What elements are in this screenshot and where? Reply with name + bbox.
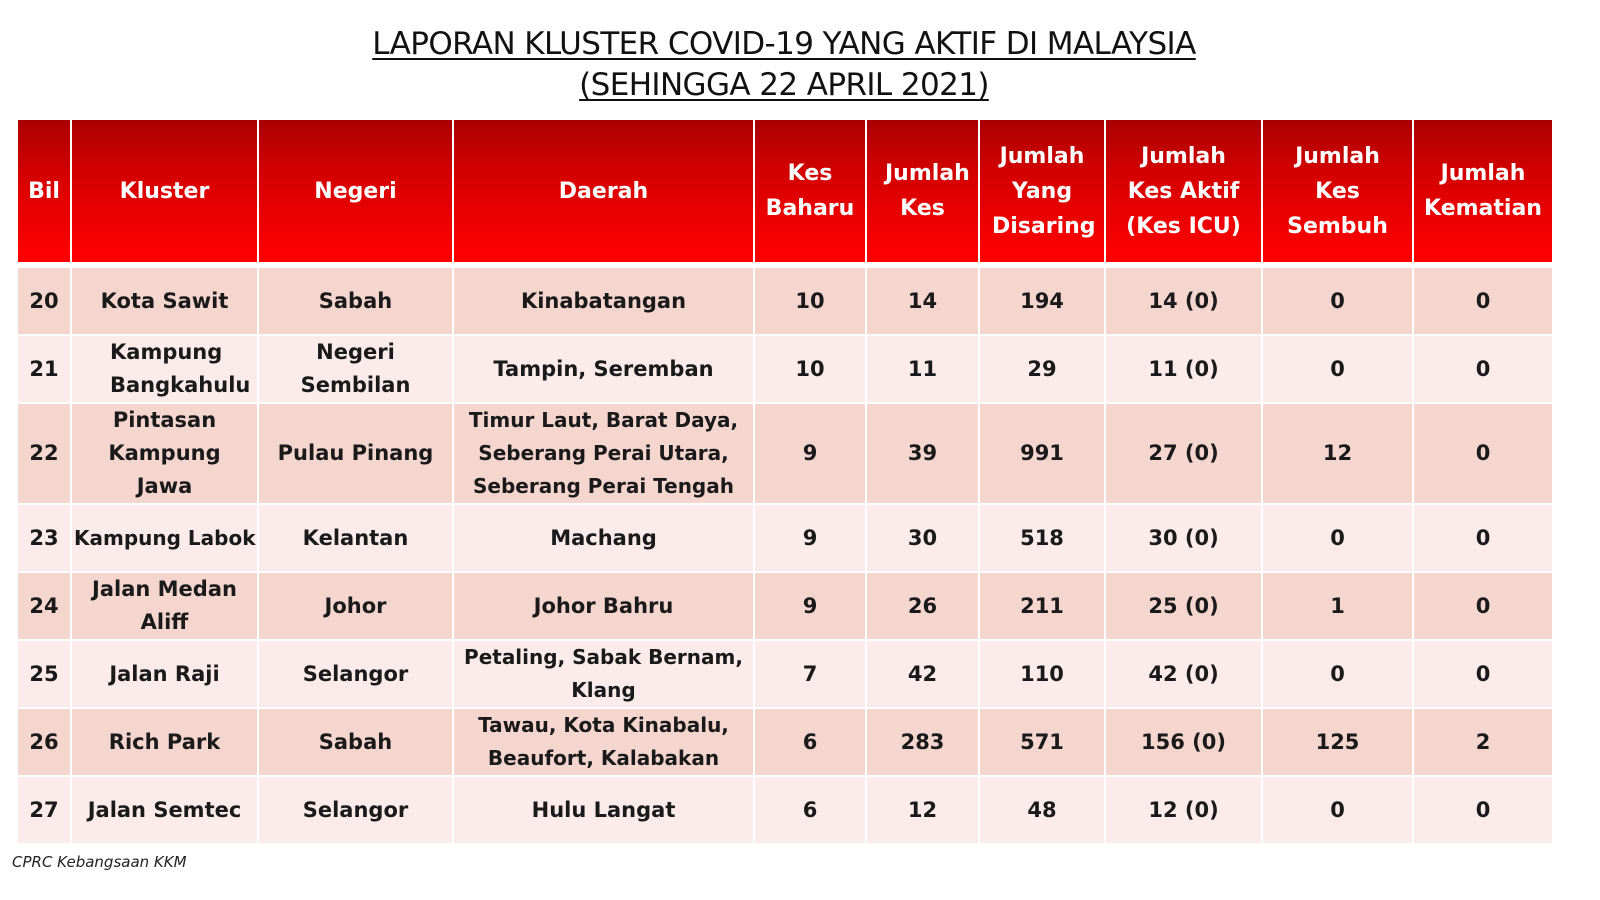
cell-disaring: 518 <box>979 504 1105 572</box>
cell-kes-aktif: 30 (0) <box>1105 504 1262 572</box>
cell-negeri: Kelantan <box>258 504 453 572</box>
cell-kes-aktif: 12 (0) <box>1105 776 1262 844</box>
cell-bil: 25 <box>17 640 71 708</box>
table-row <box>17 265 1553 335</box>
cell-kes-baharu: 9 <box>754 572 866 640</box>
cell-jumlah-kes: 14 <box>866 265 979 335</box>
cell-kes-sembuh: 0 <box>1262 265 1413 335</box>
cell-kes-sembuh: 125 <box>1262 708 1413 776</box>
cell-negeri: Sabah <box>258 265 453 335</box>
report-date: (SEHINGGA 22 APRIL 2021) <box>579 67 989 103</box>
report-title: LAPORAN KLUSTER COVID-19 YANG AKTIF DI MALAYSIA <box>372 26 1196 62</box>
header-bil: Bil <box>17 119 71 265</box>
cell-kematian: 0 <box>1413 640 1553 708</box>
cell-kes-aktif: 27 (0) <box>1105 403 1262 504</box>
cell-bil: 24 <box>17 572 71 640</box>
cell-kes-baharu: 9 <box>754 504 866 572</box>
header-jumlah-kes: Jumlah Kes <box>866 119 979 265</box>
cell-kematian: 0 <box>1413 572 1553 640</box>
cell-kes-aktif: 156 (0) <box>1105 708 1262 776</box>
table-row <box>17 776 1553 844</box>
cell-disaring: 571 <box>979 708 1105 776</box>
cell-kluster: Kampung Bangkahulu <box>71 335 258 403</box>
source-footer: CPRC Kebangsaan KKM <box>12 853 187 871</box>
table-row <box>17 572 1553 640</box>
cluster-table <box>16 118 1554 845</box>
cell-kematian: 0 <box>1413 403 1553 504</box>
cell-bil: 20 <box>17 265 71 335</box>
cell-negeri: Pulau Pinang <box>258 403 453 504</box>
cell-disaring: 110 <box>979 640 1105 708</box>
cell-daerah: Petaling, Sabak Bernam, Klang <box>453 640 754 708</box>
cell-kluster: Jalan Raji <box>71 640 258 708</box>
cell-kematian: 0 <box>1413 265 1553 335</box>
cell-kes-sembuh: 12 <box>1262 403 1413 504</box>
cell-kluster: Rich Park <box>71 708 258 776</box>
cell-kluster: Kota Sawit <box>71 265 258 335</box>
cell-disaring: 211 <box>979 572 1105 640</box>
header-daerah: Daerah <box>453 119 754 265</box>
cell-disaring: 991 <box>979 403 1105 504</box>
cell-daerah: Kinabatangan <box>453 265 754 335</box>
cell-daerah: Timur Laut, Barat Daya, Seberang Perai Utara, Seberang Perai Tengah <box>453 403 754 504</box>
cell-kes-baharu: 6 <box>754 708 866 776</box>
cell-disaring: 48 <box>979 776 1105 844</box>
cell-kes-aktif: 42 (0) <box>1105 640 1262 708</box>
header-kes-sembuh: Jumlah Kes Sembuh <box>1262 119 1413 265</box>
cell-jumlah-kes: 39 <box>866 403 979 504</box>
cell-jumlah-kes: 283 <box>866 708 979 776</box>
cell-daerah: Tawau, Kota Kinabalu, Beaufort, Kalabakan <box>453 708 754 776</box>
cell-negeri: Johor <box>258 572 453 640</box>
cell-kematian: 2 <box>1413 708 1553 776</box>
cell-kes-aktif: 14 (0) <box>1105 265 1262 335</box>
table-row <box>17 504 1553 572</box>
table-row <box>17 708 1553 776</box>
cell-negeri: Negeri Sembilan <box>258 335 453 403</box>
cell-bil: 26 <box>17 708 71 776</box>
cell-negeri: Selangor <box>258 640 453 708</box>
cell-kes-baharu: 9 <box>754 403 866 504</box>
cell-kes-sembuh: 0 <box>1262 640 1413 708</box>
cell-kluster: Pintasan Kampung Jawa <box>71 403 258 504</box>
cell-bil: 21 <box>17 335 71 403</box>
header-negeri: Negeri <box>258 119 453 265</box>
cell-kes-baharu: 10 <box>754 265 866 335</box>
cell-jumlah-kes: 12 <box>866 776 979 844</box>
cell-bil: 27 <box>17 776 71 844</box>
cell-kes-sembuh: 0 <box>1262 335 1413 403</box>
cell-kluster: Jalan Semtec <box>71 776 258 844</box>
cell-jumlah-kes: 42 <box>866 640 979 708</box>
cell-daerah: Hulu Langat <box>453 776 754 844</box>
cell-negeri: Selangor <box>258 776 453 844</box>
cell-kematian: 0 <box>1413 776 1553 844</box>
header-jumlah-disaring: Jumlah Yang Disaring <box>979 119 1105 265</box>
cell-daerah: Tampin, Seremban <box>453 335 754 403</box>
cell-negeri: Sabah <box>258 708 453 776</box>
cell-kes-sembuh: 0 <box>1262 504 1413 572</box>
cell-kes-aktif: 25 (0) <box>1105 572 1262 640</box>
header-kes-baharu: Kes Baharu <box>754 119 866 265</box>
cell-daerah: Johor Bahru <box>453 572 754 640</box>
table-row <box>17 335 1553 403</box>
cell-bil: 22 <box>17 403 71 504</box>
table-row <box>17 403 1553 504</box>
cell-kes-sembuh: 0 <box>1262 776 1413 844</box>
cell-kematian: 0 <box>1413 504 1553 572</box>
table-row <box>17 640 1553 708</box>
cell-kes-baharu: 6 <box>754 776 866 844</box>
cell-bil: 23 <box>17 504 71 572</box>
cell-kematian: 0 <box>1413 335 1553 403</box>
header-kluster: Kluster <box>71 119 258 265</box>
cell-kluster: Kampung Labok <box>71 504 258 572</box>
cell-jumlah-kes: 30 <box>866 504 979 572</box>
cell-daerah: Machang <box>453 504 754 572</box>
cell-kluster: Jalan Medan Aliff <box>71 572 258 640</box>
header-kes-aktif: Jumlah Kes Aktif (Kes ICU) <box>1105 119 1262 265</box>
cell-disaring: 29 <box>979 335 1105 403</box>
cell-kes-baharu: 7 <box>754 640 866 708</box>
header-kematian: Jumlah Kematian <box>1413 119 1553 265</box>
table-header-row <box>17 119 1553 265</box>
cell-kes-sembuh: 1 <box>1262 572 1413 640</box>
cell-disaring: 194 <box>979 265 1105 335</box>
cell-jumlah-kes: 11 <box>866 335 979 403</box>
cell-jumlah-kes: 26 <box>866 572 979 640</box>
cell-kes-aktif: 11 (0) <box>1105 335 1262 403</box>
cell-kes-baharu: 10 <box>754 335 866 403</box>
